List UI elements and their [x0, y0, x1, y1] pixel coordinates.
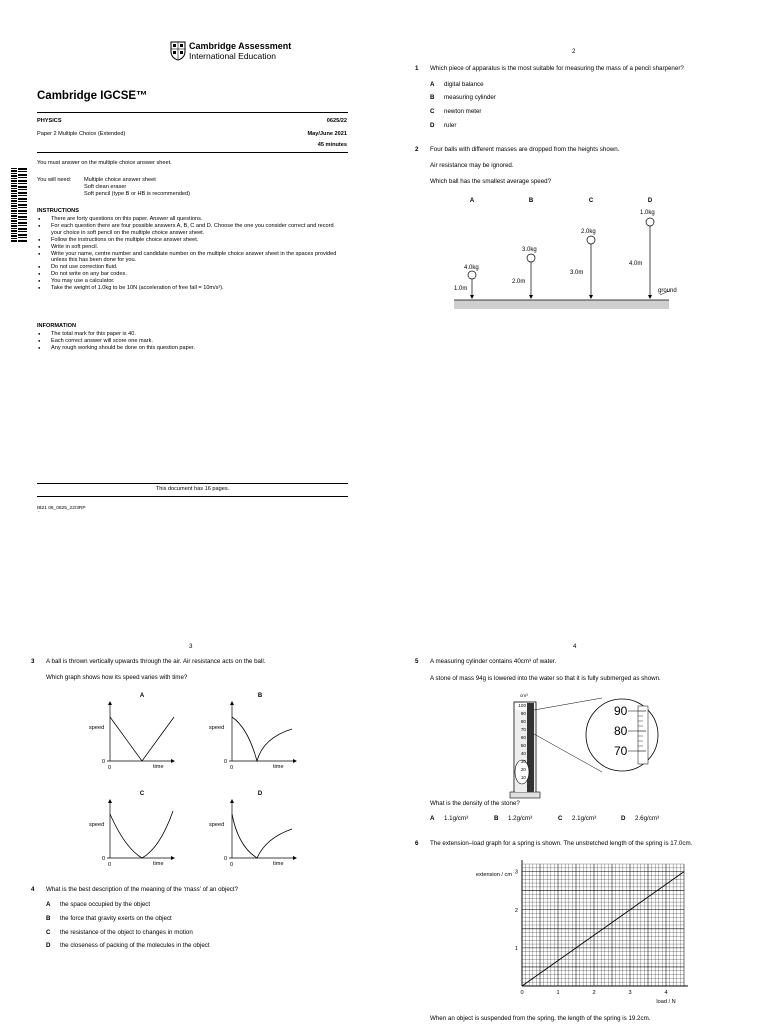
- x-axis-label: time: [153, 861, 164, 867]
- zoom-scale-mark: 90: [614, 704, 628, 718]
- scale-mark: 60: [520, 735, 526, 740]
- option-row: C 2.1g/cm³: [558, 815, 597, 822]
- y-tick-label: 2: [514, 907, 518, 914]
- y-axis-label: speed: [209, 822, 225, 828]
- drop-height: 2.0m: [512, 279, 526, 285]
- answer-sheet-note: You must answer on the multiple choice answer sheet.: [37, 160, 172, 166]
- speed-time-graphs: [80, 688, 300, 872]
- option-row: D 2.6g/cm³: [621, 815, 660, 822]
- origin-label: 0: [108, 862, 112, 868]
- information-heading: INFORMATION: [37, 323, 77, 329]
- paper-code: 0625/22: [326, 118, 347, 124]
- instruction-item: ● Take the weight of 1.0kg to be 10N (acceleration of free fall = 10m/s²).: [37, 285, 337, 292]
- question-text: A stone of mass 94g is lowered into the water so that it is fully submerged as shown.: [430, 675, 661, 682]
- x-axis-label: time: [153, 764, 164, 770]
- question-text: Four balls with different masses are dropped from the heights shown.: [430, 146, 620, 153]
- page-number: 4: [573, 643, 577, 650]
- divider: [37, 483, 348, 484]
- scale-mark: 90: [520, 711, 526, 716]
- ball: [646, 218, 654, 226]
- question-text: A ball is thrown vertically upwards through the air. Air resistance acts on the ball.: [46, 658, 266, 665]
- measuring-cylinder-diagram: [494, 690, 664, 802]
- page-number: 2: [572, 48, 576, 55]
- x-tick-label: 0: [520, 990, 524, 996]
- option-row: D ruler: [430, 122, 457, 129]
- x-tick-label: 3: [628, 990, 632, 996]
- page-2: [384, 0, 768, 512]
- pages-note: This document has 16 pages.: [155, 486, 230, 492]
- option-row: B measuring cylinder: [430, 94, 496, 101]
- option-row: B 1.2g/cm³: [494, 815, 533, 822]
- divider: [37, 112, 348, 113]
- y-axis-label: speed: [89, 822, 105, 828]
- graph-d: [209, 791, 297, 868]
- origin-label: 0: [102, 759, 106, 765]
- ball-key: A: [469, 198, 475, 204]
- question-text: What is the best description of the meaning of the ‘mass’ of an object?: [46, 886, 239, 893]
- y-tick-label: 3: [514, 869, 518, 876]
- instruction-item: ● Write in soft pencil.: [37, 244, 337, 251]
- instruction-item: ● Write your name, centre number and candidate number on the multiple choice answer sheet in the spaces provided unless this has been done for you.: [37, 251, 337, 264]
- scale-mark: 20: [520, 767, 526, 772]
- question-text: When an object is suspended from the spring, the length of the spring is 19.2cm.: [430, 1015, 651, 1022]
- information-item: ● Any rough working should be done on this question paper.: [37, 345, 337, 352]
- chart-grid: [522, 864, 684, 986]
- graph-b: [209, 693, 297, 771]
- barcode: [18, 168, 27, 242]
- ball-key: C: [588, 198, 594, 204]
- instruction-item: ● Follow the instructions on the multiple choice answer sheet.: [37, 237, 337, 244]
- subject: PHYSICS: [37, 118, 62, 124]
- question-text: Air resistance may be ignored.: [430, 162, 514, 169]
- crest-logo-icon: [170, 41, 186, 61]
- instruction-item: ● There are forty questions on this paper. Answer all questions.: [37, 216, 337, 223]
- scale-mark: 40: [520, 751, 526, 756]
- ball: [587, 236, 595, 244]
- origin-label: 0: [224, 759, 228, 765]
- page-4: [384, 512, 768, 1024]
- origin-label: 0: [102, 856, 106, 862]
- instruction-item: ● Do not use correction fluid.: [37, 264, 337, 271]
- graph-c: [89, 791, 175, 868]
- ball-mass: 2.0kg: [581, 229, 596, 235]
- page-number: 3: [189, 643, 193, 650]
- logo-line-1: Cambridge Assessment: [189, 41, 292, 51]
- page-3: [0, 512, 384, 1024]
- ball-key: D: [647, 198, 653, 204]
- instruction-item: ● For each question there are four possible answers A, B, C and D. Choose the one you consider correct and record your choice in soft pencil on the multiple choice answer sheet.: [37, 223, 337, 236]
- question-number: 2: [415, 146, 419, 153]
- chart-ticks: [515, 870, 668, 996]
- scale-mark: 80: [520, 719, 526, 724]
- option-row: C the resistance of the object to changes in motion: [46, 929, 193, 936]
- graph-key: A: [139, 693, 145, 699]
- scale-mark: 100: [518, 703, 526, 708]
- question-number: 6: [415, 840, 419, 847]
- barcode: [11, 168, 17, 242]
- scale-mark: 10: [520, 775, 526, 780]
- drop-height: 3.0m: [570, 270, 584, 276]
- graph-key: B: [257, 693, 263, 699]
- divider: [37, 152, 348, 153]
- y-axis-label: extension / cm: [475, 872, 512, 878]
- question-text: Which ball has the smallest average speed?: [430, 178, 552, 185]
- graph-a: [89, 693, 175, 771]
- x-tick-label: 4: [664, 990, 668, 996]
- x-axis-label: time: [273, 764, 284, 770]
- falling-balls-diagram: [444, 192, 684, 314]
- drop-height: 1.0m: [454, 286, 468, 292]
- scale-unit: cm³: [520, 693, 528, 698]
- zoom-scale-mark: 70: [614, 744, 628, 758]
- graph-key: C: [139, 791, 145, 797]
- need-item: Multiple choice answer sheet: [84, 177, 156, 183]
- speed-curve: [232, 717, 292, 761]
- question-text: The extension–load graph for a spring is shown. The unstretched length of the spring is 17.0cm.: [430, 840, 693, 847]
- ball-key: B: [528, 198, 534, 204]
- x-axis-label: time: [273, 861, 284, 867]
- speed-curve: [232, 814, 292, 858]
- ball: [527, 254, 535, 262]
- question-text: What is the density of the stone?: [430, 800, 520, 807]
- y-axis-label: speed: [89, 725, 105, 731]
- ball-mass: 4.0kg: [464, 265, 479, 271]
- need-item: Soft pencil (type B or HB is recommended): [84, 191, 191, 197]
- qualification-title: Cambridge IGCSE™: [37, 90, 148, 102]
- logo-line-2: International Education: [189, 51, 276, 61]
- question-text: Which piece of apparatus is the most suitable for measuring the mass of a pencil sharpener?: [430, 65, 684, 72]
- information-item: ● Each correct answer will score one mark.: [37, 338, 337, 345]
- question-number: 5: [415, 658, 419, 665]
- option-row: A 1.1g/cm³: [430, 815, 469, 822]
- cover-page: [0, 0, 384, 512]
- instruction-item: ● Do not write on any bar codes.: [37, 271, 337, 278]
- extension-load-chart: [454, 856, 694, 1012]
- zoom-scale-mark: 80: [614, 724, 628, 738]
- instruction-item: ● You may use a calculator.: [37, 278, 337, 285]
- information-list: [37, 331, 337, 352]
- scale-mark: 30: [520, 759, 526, 764]
- question-text: Which graph shows how its speed varies with time?: [46, 674, 188, 681]
- scale-mark: 70: [520, 727, 526, 732]
- graph-key: D: [257, 791, 263, 797]
- speed-curve: [110, 717, 174, 761]
- need-label: You will need:: [37, 177, 72, 183]
- divider: [37, 496, 348, 497]
- x-tick-label: 1: [556, 990, 560, 996]
- y-tick-label: 1: [514, 945, 518, 952]
- instructions-list: [37, 216, 337, 292]
- x-axis-label: load / N: [656, 999, 676, 1005]
- origin-label: 0: [108, 765, 112, 771]
- question-number: 1: [415, 65, 419, 72]
- drop-height: 4.0m: [629, 261, 643, 267]
- question-number: 4: [31, 886, 35, 893]
- footer-code: IB21 06_0625_22/3RP: [37, 506, 86, 511]
- scale-mark: 50: [520, 743, 526, 748]
- origin-label: 0: [224, 856, 228, 862]
- duration: 45 minutes: [317, 142, 347, 148]
- origin-label: 0: [230, 862, 234, 868]
- need-item: Soft clean eraser: [84, 184, 127, 190]
- question-text: A measuring cylinder contains 40cm³ of water.: [430, 658, 557, 665]
- speed-curve: [110, 811, 173, 858]
- information-item: ● The total mark for this paper is 40.: [37, 331, 337, 338]
- ball-mass: 3.0kg: [522, 247, 537, 253]
- session: May/June 2021: [307, 131, 347, 137]
- cylinder-base: [510, 792, 540, 798]
- x-tick-label: 2: [592, 990, 596, 996]
- ground-strip: [454, 300, 669, 309]
- origin-label: 0: [230, 765, 234, 771]
- y-axis-label: speed: [209, 725, 225, 731]
- ball-mass: 1.0kg: [640, 210, 655, 216]
- instructions-heading: INSTRUCTIONS: [37, 208, 79, 214]
- question-number: 3: [31, 658, 35, 665]
- option-row: A the space occupied by the object: [46, 901, 151, 908]
- ground-label: ground: [658, 288, 677, 294]
- option-row: D the closeness of packing of the molecules in the object: [46, 942, 210, 949]
- ball: [468, 271, 476, 279]
- option-row: C newton meter: [430, 108, 482, 115]
- option-row: B the force that gravity exerts on the object: [46, 915, 172, 922]
- option-row: A digital balance: [430, 81, 484, 88]
- paper-name: Paper 2 Multiple Choice (Extended): [37, 131, 126, 137]
